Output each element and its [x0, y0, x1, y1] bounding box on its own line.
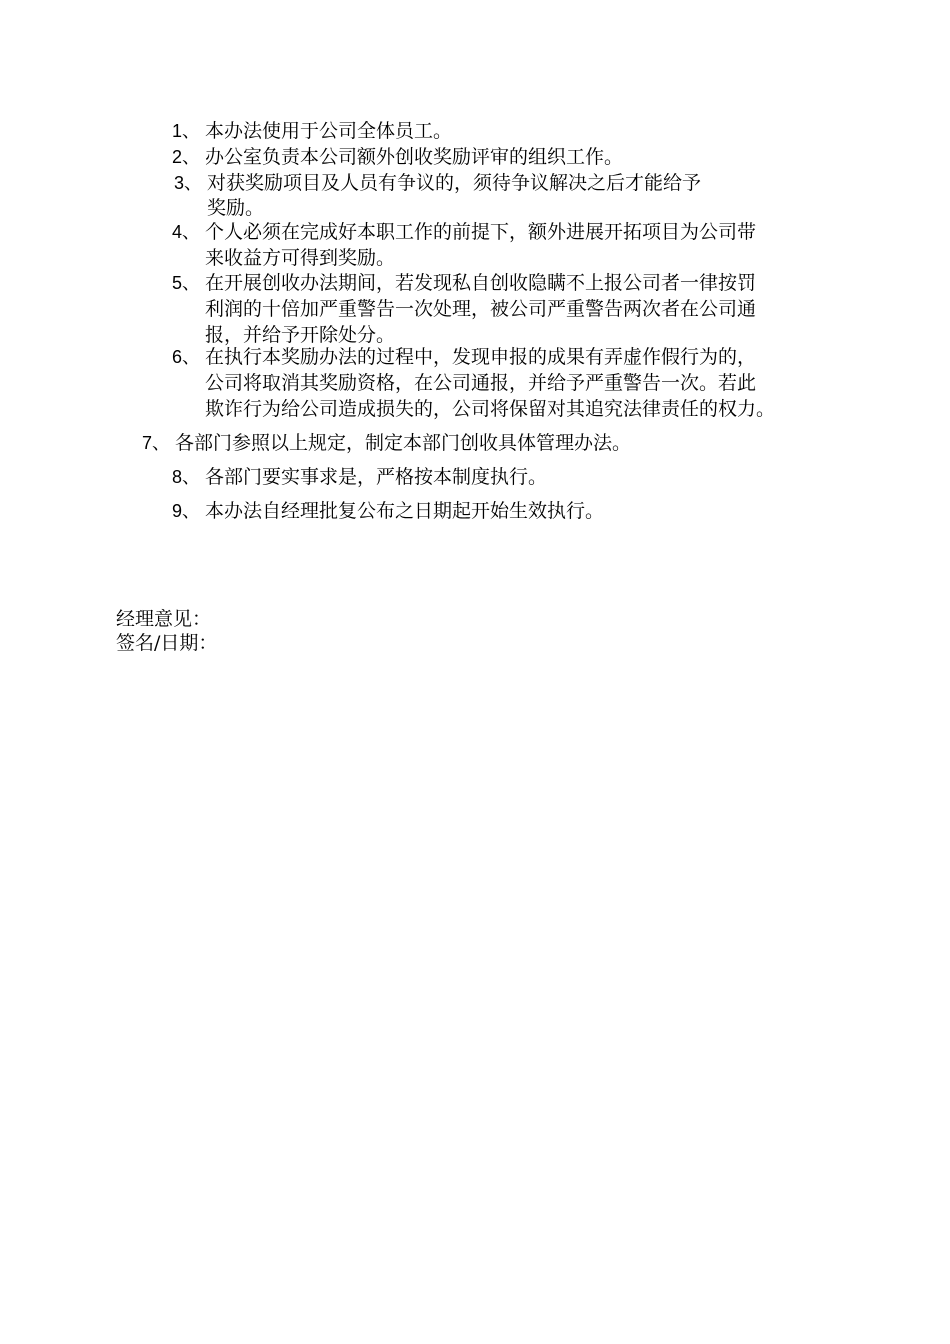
- clause-text: 对获奖励项目及人员有争议的，须待争议解决之后才能给予: [207, 172, 702, 194]
- clause-number: 1、: [172, 121, 201, 141]
- clause-text: 在执行本奖励办法的过程中，发现申报的成果有弄虚作假行为的，: [205, 346, 757, 368]
- clause-number: 2、: [172, 147, 201, 167]
- clause-text: 各部门要实事求是，严格按本制度执行。: [205, 466, 548, 488]
- clause-number: 9、: [172, 501, 201, 521]
- clause-text: 报，并给予开除处分。: [205, 324, 396, 346]
- clause-text: 来收益方可得到奖励。: [205, 247, 396, 269]
- clause-number: 8、: [172, 467, 201, 487]
- clause-text: 欺诈行为给公司造成损失的，公司将保留对其追究法律责任的权力。: [205, 398, 776, 420]
- manager-opinion-label: 经理意见：: [116, 608, 212, 630]
- signature-date-label: 签名/日期：: [116, 632, 218, 654]
- clause-number: 4、: [172, 222, 201, 242]
- clause-number: 7、: [142, 433, 171, 453]
- clause-text: 在开展创收办法期间，若发现私自创收隐瞒不上报公司者一律按罚: [205, 272, 757, 294]
- clause-number: 6、: [172, 347, 201, 367]
- clause-number: 5、: [172, 273, 201, 293]
- clause-text: 公司将取消其奖励资格，在公司通报，并给予严重警告一次。若此: [205, 372, 757, 394]
- clause-text: 本办法使用于公司全体员工。: [205, 120, 453, 142]
- clause-text: 办公室负责本公司额外创收奖励评审的组织工作。: [205, 146, 624, 168]
- clause-text: 奖励。: [207, 197, 265, 219]
- clause-text: 本办法自经理批复公布之日期起开始生效执行。: [205, 500, 605, 522]
- clause-text: 各部门参照以上规定，制定本部门创收具体管理办法。: [175, 432, 632, 454]
- clause-text: 个人必须在完成好本职工作的前提下，额外进展开拓项目为公司带: [205, 221, 757, 243]
- clause-number: 3、: [174, 173, 203, 193]
- clause-text: 利润的十倍加严重警告一次处理，被公司严重警告两次者在公司通: [205, 298, 757, 320]
